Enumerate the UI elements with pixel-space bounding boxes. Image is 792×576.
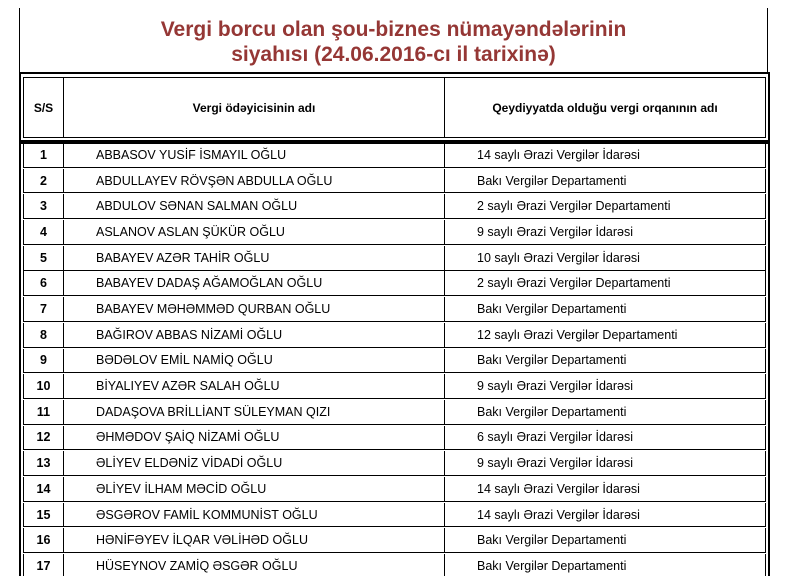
table-row — [23, 426, 766, 451]
tax-office: 2 saylı Ərazi Vergilər Departamenti — [477, 276, 671, 291]
row-number: 6 — [24, 271, 64, 295]
tax-office: 9 saylı Ərazi Vergilər İdarəsi — [477, 224, 633, 239]
row-number: 14 — [24, 477, 64, 501]
taxpayer-name: BİYALIYEV AZƏR SALAH OĞLU — [64, 374, 445, 398]
document-title — [19, 8, 768, 72]
table-row — [23, 554, 766, 576]
tax-office: Bakı Vergilər Departamenti — [477, 558, 627, 573]
row-number: 10 — [24, 374, 64, 398]
table-row — [23, 194, 766, 219]
row-number: 17 — [24, 554, 64, 576]
taxpayer-name: BAĞIROV ABBAS NİZAMİ OĞLU — [64, 323, 445, 347]
header-name: Vergi ödəyicisinin adı — [64, 78, 445, 137]
taxpayer-name: HƏNİFƏYEV İLQAR VƏLİHƏD OĞLU — [64, 528, 445, 552]
tax-office: 6 saylı Ərazi Vergilər İdarəsi — [477, 430, 633, 445]
row-number: 11 — [24, 400, 64, 424]
table-row — [23, 169, 766, 194]
row-number: 4 — [24, 220, 64, 244]
row-number: 12 — [24, 426, 64, 450]
title-line-2: siyahısı (24.06.2016-cı il tarixinə) — [231, 43, 556, 66]
tax-office: 14 saylı Ərazi Vergilər İdarəsi — [477, 481, 640, 496]
taxpayer-name: BƏDƏLOV EMİL NAMİQ OĞLU — [64, 349, 445, 373]
row-number: 16 — [24, 528, 64, 552]
table-row — [23, 323, 766, 348]
table-row — [23, 400, 766, 425]
taxpayer-name: HÜSEYNOV ZAMİQ ƏSGƏR OĞLU — [64, 554, 445, 576]
row-number: 9 — [24, 349, 64, 373]
taxpayer-name: ABDULLAYEV RÖVŞƏN ABDULLA OĞLU — [64, 169, 445, 193]
tax-office: 14 saylı Ərazi Vergilər İdarəsi — [477, 507, 640, 522]
table-row — [23, 451, 766, 476]
taxpayer-name: ABBASOV YUSİF İSMAYIL OĞLU — [64, 144, 445, 167]
taxpayer-name: ƏLİYEV ELDƏNİZ VİDADİ OĞLU — [64, 451, 445, 475]
row-number: 15 — [24, 503, 64, 527]
tax-office: Bakı Vergilər Departamenti — [477, 404, 627, 419]
tax-office: Bakı Vergilər Departamenti — [477, 302, 627, 317]
taxpayer-name: BABAYEV MƏHƏMMƏD QURBAN OĞLU — [64, 297, 445, 321]
row-number: 7 — [24, 297, 64, 321]
table-row — [23, 349, 766, 374]
taxpayer-name: ƏHMƏDOV ŞAİQ NİZAMİ OĞLU — [64, 426, 445, 450]
taxpayer-name: BABAYEV AZƏR TAHİR OĞLU — [64, 246, 445, 270]
row-number: 13 — [24, 451, 64, 475]
table-row — [23, 143, 766, 168]
taxpayer-name: ƏLİYEV İLHAM MƏCİD OĞLU — [64, 477, 445, 501]
tax-office: 14 saylı Ərazi Vergilər İdarəsi — [477, 148, 640, 163]
tax-office: Bakı Vergilər Departamenti — [477, 353, 627, 368]
tax-office: 10 saylı Ərazi Vergilər İdarəsi — [477, 250, 640, 265]
row-number: 5 — [24, 246, 64, 270]
taxpayer-name: ASLANOV ASLAN ŞÜKÜR OĞLU — [64, 220, 445, 244]
row-number: 1 — [24, 144, 64, 167]
header-office: Qeydiyyatda olduğu vergi orqanının adı — [492, 100, 718, 115]
title-line-1: Vergi borcu olan şou-biznes nümayəndələrinin — [160, 18, 627, 41]
taxpayer-table — [19, 140, 770, 576]
header-number: S/S — [24, 78, 64, 137]
tax-office: Bakı Vergilər Departamenti — [477, 173, 627, 188]
taxpayer-name: ƏSGƏROV FAMİL KOMMUNİST OĞLU — [64, 503, 445, 527]
table-row — [23, 477, 766, 502]
taxpayer-name: DADAŞOVA BRİLLİANT SÜLEYMAN QIZI — [64, 400, 445, 424]
table-row — [23, 220, 766, 245]
row-number: 2 — [24, 169, 64, 193]
taxpayer-name: ABDULOV SƏNAN SALMAN OĞLU — [64, 194, 445, 218]
table-row — [23, 246, 766, 271]
tax-office: Bakı Vergilər Departamenti — [477, 533, 627, 548]
table-row — [23, 271, 766, 296]
table-body — [23, 143, 766, 576]
tax-office: 9 saylı Ərazi Vergilər İdarəsi — [477, 456, 633, 471]
tax-office: 9 saylı Ərazi Vergilər İdarəsi — [477, 379, 633, 394]
tax-office: 12 saylı Ərazi Vergilər Departamenti — [477, 327, 678, 342]
table-row — [23, 503, 766, 528]
taxpayer-name: BABAYEV DADAŞ AĞAMOĞLAN OĞLU — [64, 271, 445, 295]
table-header — [19, 72, 770, 144]
row-number: 8 — [24, 323, 64, 347]
table-row — [23, 297, 766, 322]
table-row — [23, 374, 766, 399]
row-number: 3 — [24, 194, 64, 218]
table-row — [23, 528, 766, 553]
tax-office: 2 saylı Ərazi Vergilər Departamenti — [477, 199, 671, 214]
